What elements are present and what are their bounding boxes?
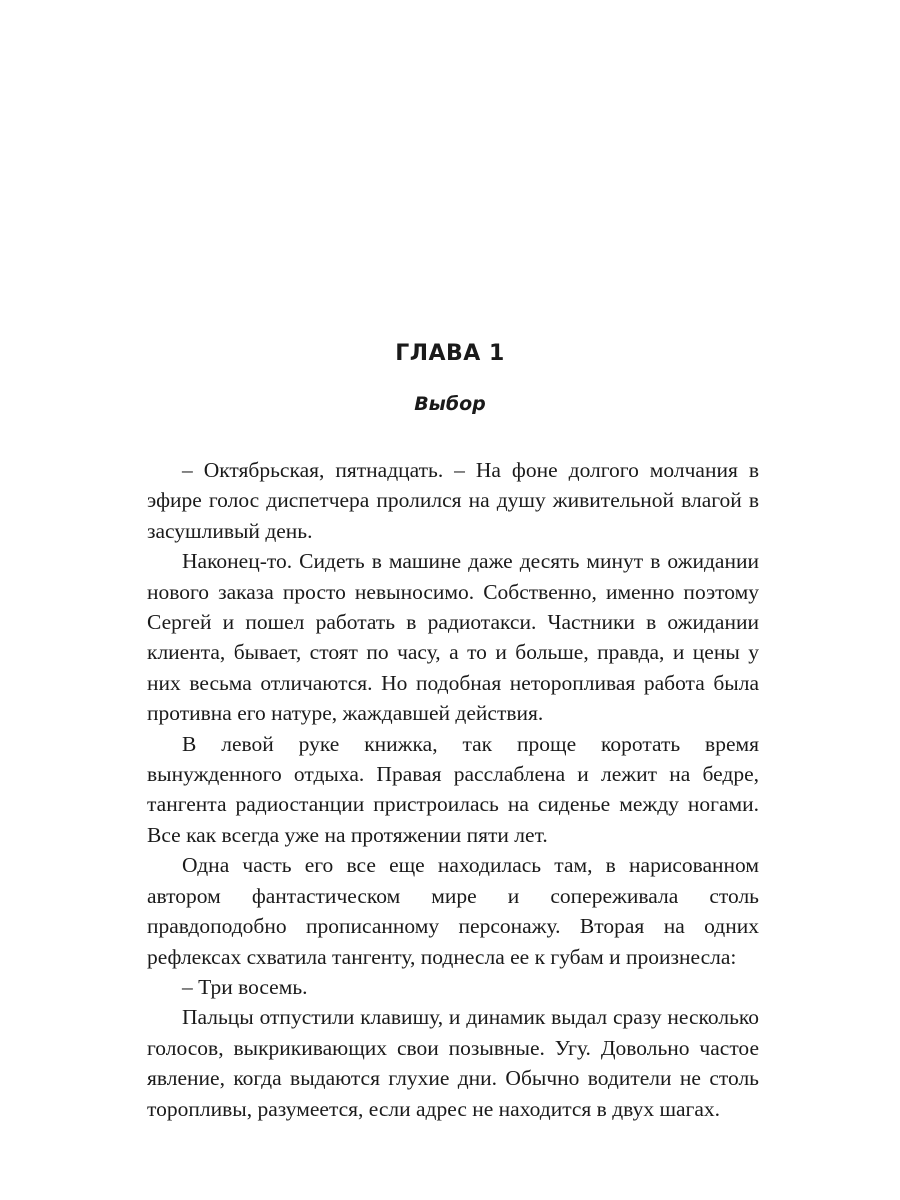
chapter-subtitle: Выбор [414,393,486,415]
chapter-title: ГЛАВА 1 [395,341,505,366]
paragraph: – Октябрьская, пятнадцать. – На фоне долгого молчания в эфире голос диспетчера пролился на душу живительной влагой в засушливый день. [147,458,759,543]
paragraph: В левой руке книжка, так проще коротать время вынужденного отдыха. Правая расслаблена и лежит на бедре, тангента радиостанции пристроилась на сиденье между ногами. Все как всегда уже на протяжении пяти лет. [147,731,759,847]
paragraph: Пальцы отпустили клавишу, и динамик выдал сразу несколько голосов, выкрикивающих свои позывные. Угу. Довольно частое явление, когда выдаются глухие дни. Обычно водители не столь торопливы, разумеется, если адрес не находится в двух шагах. [147,1005,759,1121]
paragraph: Наконец-то. Сидеть в машине даже десять минут в ожидании нового заказа просто невыносимо. Собственно, именно поэтому Сергей и пошел работать в радиотакси. Частники в ожидании клиента, бывает, стоят по часу, а то и больше, правда, и цены у них весьма отличаются. Но подобная неторопливая работа была противна его натуре, жаждавшей действия. [147,549,759,726]
paragraph: – Три восемь. [182,974,308,999]
paragraph: Одна часть его все еще находилась там, в нарисованном автором фантастическом мире и сопереживала столь правдоподобно прописанному персонажу. Вторая на одних рефлексах схватила тангенту, поднесла ее к губам и произнесла: [147,853,759,969]
chapter-text [147,455,759,1124]
